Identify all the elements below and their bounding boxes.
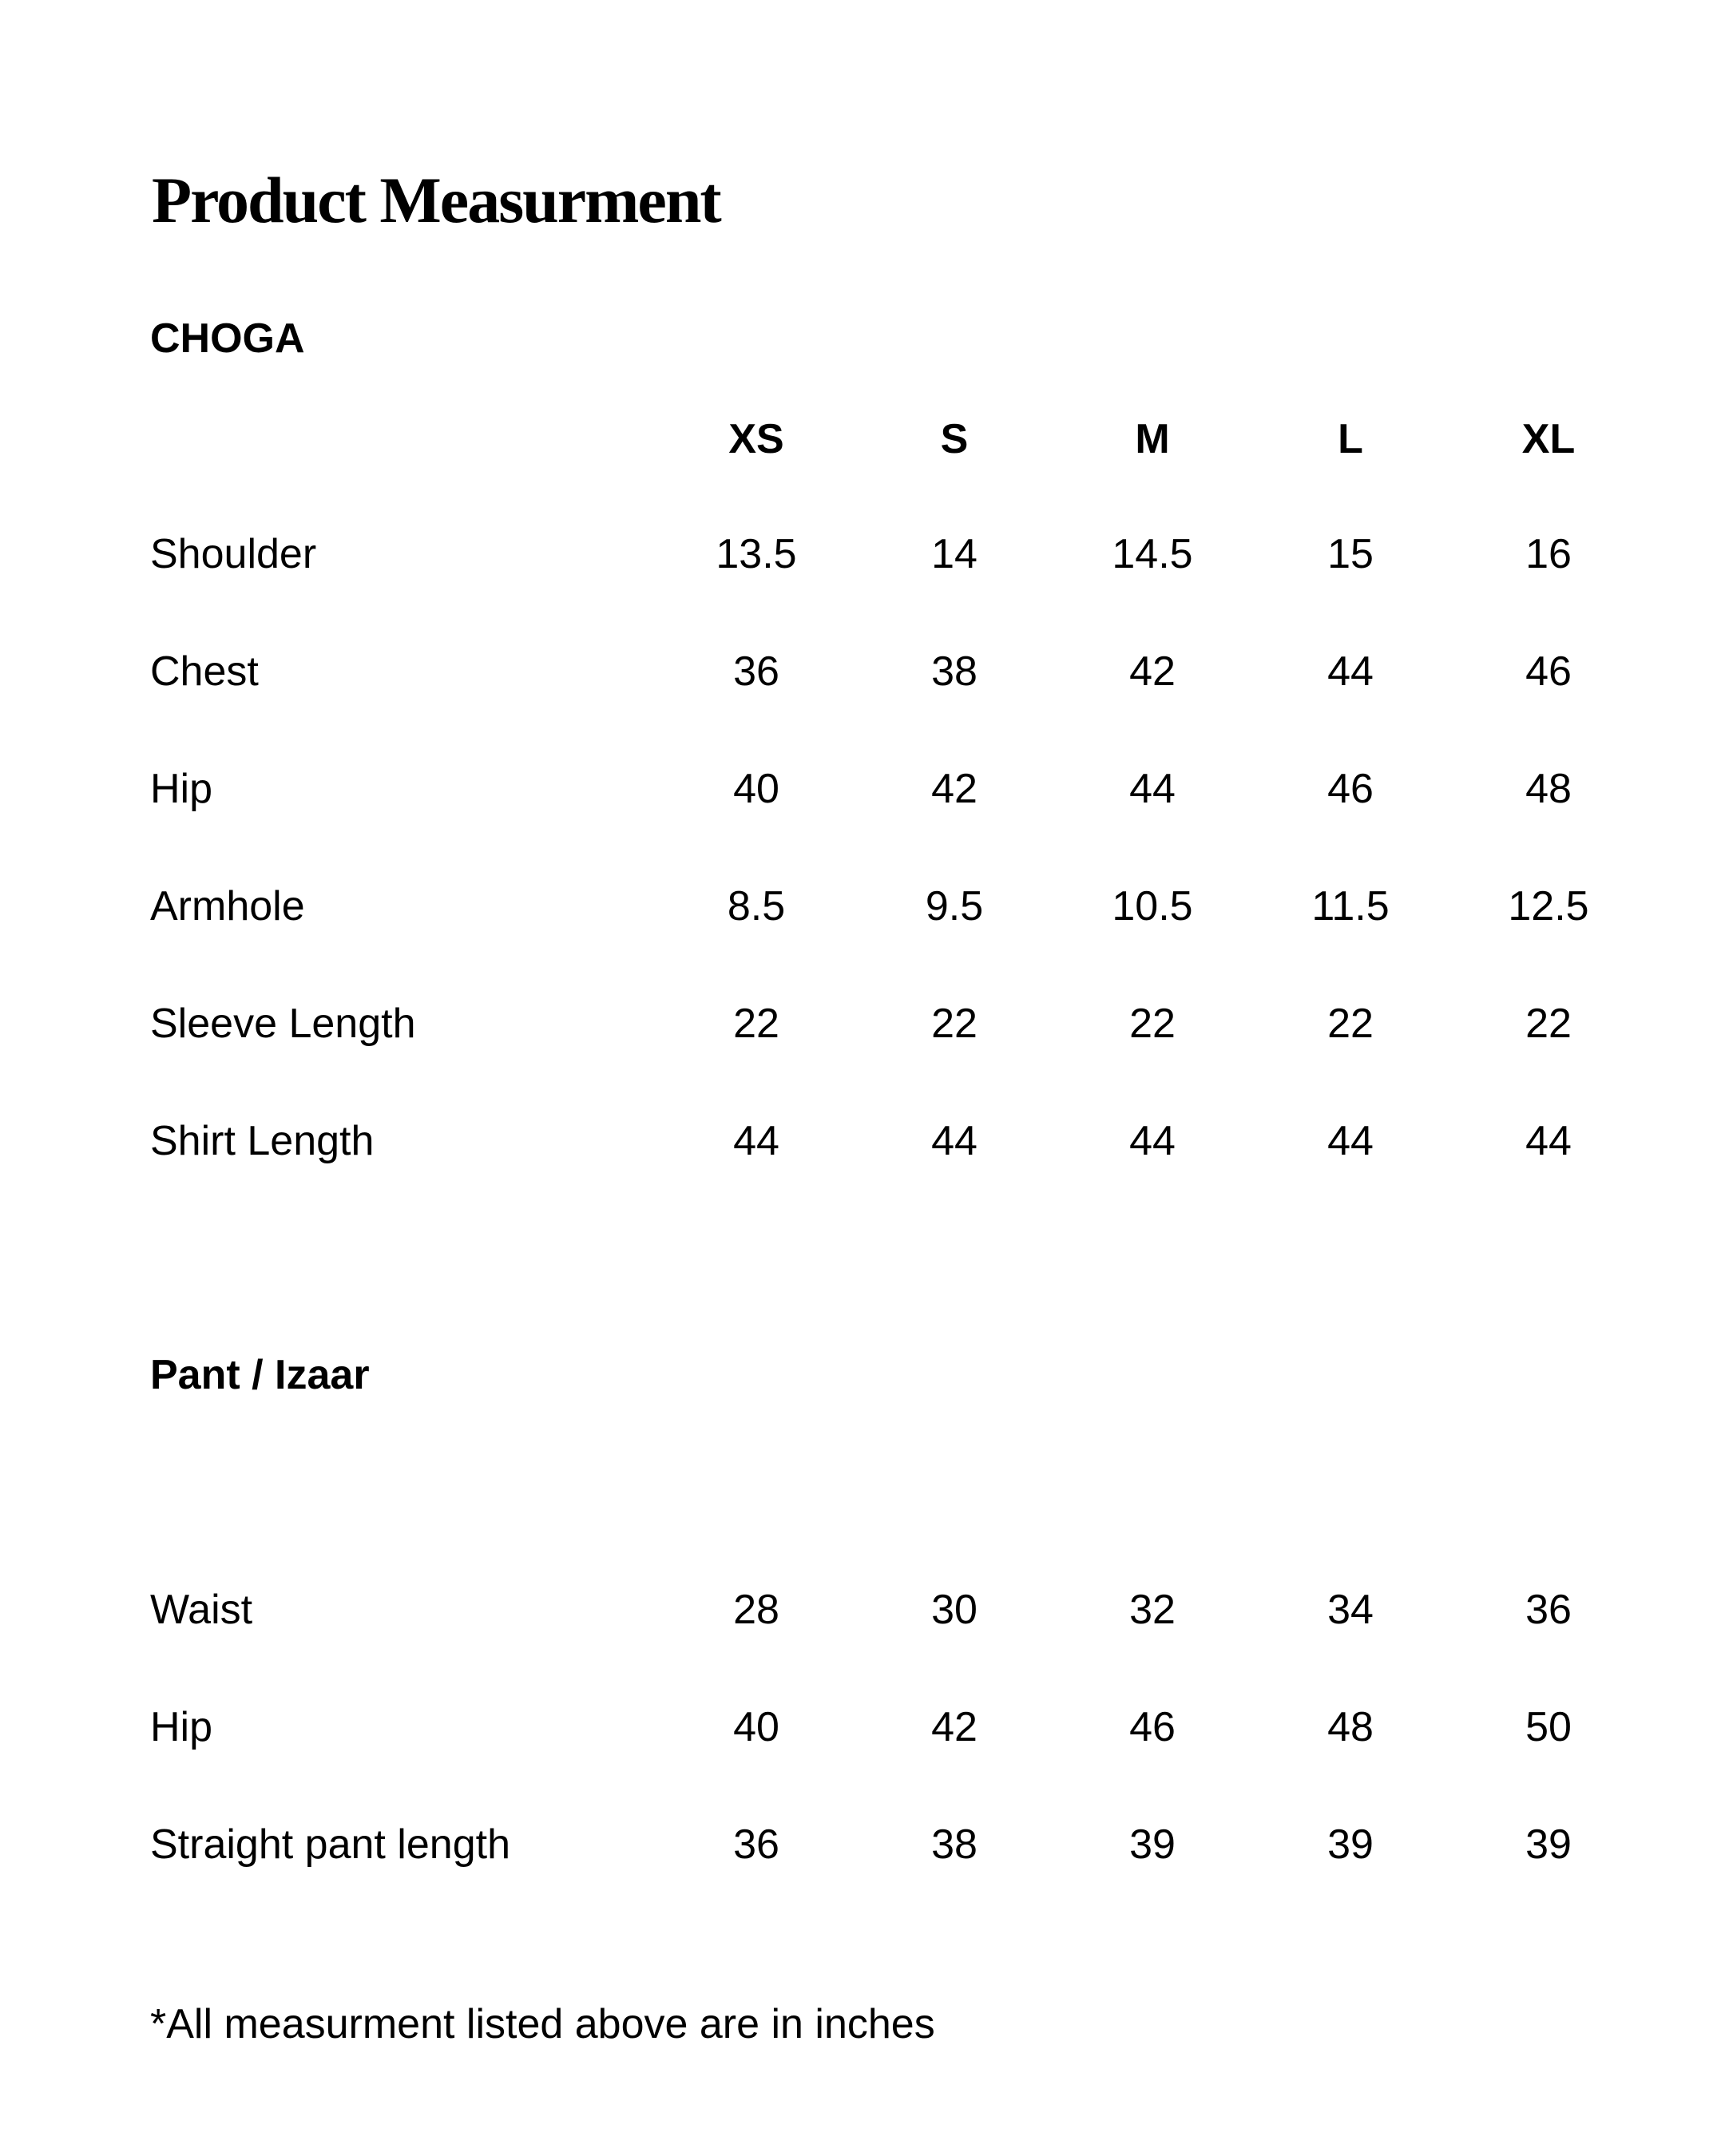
cell-value: 22 [1129,1001,1176,1047]
table-row [0,878,1725,934]
cell-value: 48 [1327,1704,1374,1750]
cell-value: 36 [733,648,779,695]
row-label: Waist [150,1587,253,1633]
table-row [0,644,1725,700]
cell-value: 32 [1129,1587,1176,1633]
cell-value: 44 [1129,1118,1176,1164]
cell-value: 46 [1525,648,1572,695]
cell-value: 36 [1525,1587,1572,1633]
table-row [0,1699,1725,1755]
size-header-s: S [940,416,969,462]
cell-value: 39 [1129,1821,1176,1868]
cell-value: 13.5 [716,531,797,577]
table-row [0,761,1725,817]
table-row [0,996,1725,1052]
row-label: Shirt Length [150,1118,375,1164]
cell-value: 44 [931,1118,978,1164]
cell-value: 15 [1327,531,1374,577]
cell-value: 22 [1327,1001,1374,1047]
table-row [0,1113,1725,1169]
size-header-l: L [1338,416,1363,462]
cell-value: 48 [1525,766,1572,812]
cell-value: 38 [931,1821,978,1868]
size-header-xs: XS [728,416,784,462]
cell-value: 10.5 [1112,883,1193,929]
cell-value: 22 [931,1001,978,1047]
cell-value: 22 [733,1001,779,1047]
section-title-choga: CHOGA [150,315,305,362]
row-label: Hip [150,766,213,812]
cell-value: 28 [733,1587,779,1633]
row-label: Straight pant length [150,1821,510,1868]
cell-value: 36 [733,1821,779,1868]
cell-value: 44 [1525,1118,1572,1164]
cell-value: 30 [931,1587,978,1633]
cell-value: 16 [1525,531,1572,577]
cell-value: 11.5 [1311,883,1390,929]
cell-value: 22 [1525,1001,1572,1047]
size-header-m: M [1135,416,1170,462]
cell-value: 40 [733,766,779,812]
table-row [0,526,1725,582]
cell-value: 14 [931,531,978,577]
cell-value: 42 [931,1704,978,1750]
size-header-row [0,411,1725,467]
table-row [0,1582,1725,1638]
cell-value: 8.5 [727,883,786,929]
cell-value: 44 [733,1118,779,1164]
size-header-xl: XL [1521,416,1576,462]
page-title: Product Measurment [152,164,720,236]
cell-value: 34 [1327,1587,1374,1633]
cell-value: 42 [1129,648,1176,695]
row-label: Armhole [150,883,305,929]
cell-value: 42 [931,766,978,812]
row-label: Hip [150,1704,213,1750]
cell-value: 44 [1129,766,1176,812]
table-row [0,1817,1725,1873]
cell-value: 46 [1327,766,1374,812]
cell-value: 12.5 [1508,883,1589,929]
cell-value: 40 [733,1704,779,1750]
row-label: Sleeve Length [150,1001,416,1047]
cell-value: 46 [1129,1704,1176,1750]
cell-value: 14.5 [1112,531,1193,577]
cell-value: 38 [931,648,978,695]
cell-value: 39 [1525,1821,1572,1868]
cell-value: 39 [1327,1821,1374,1868]
cell-value: 50 [1525,1704,1572,1750]
row-label: Shoulder [150,531,317,577]
cell-value: 44 [1327,1118,1374,1164]
cell-value: 44 [1327,648,1374,695]
row-label: Chest [150,648,259,695]
cell-value: 9.5 [925,883,984,929]
footnote: *All measurment listed above are in inches [150,2001,935,2047]
section-title-pant: Pant / Izaar [150,1352,370,1398]
